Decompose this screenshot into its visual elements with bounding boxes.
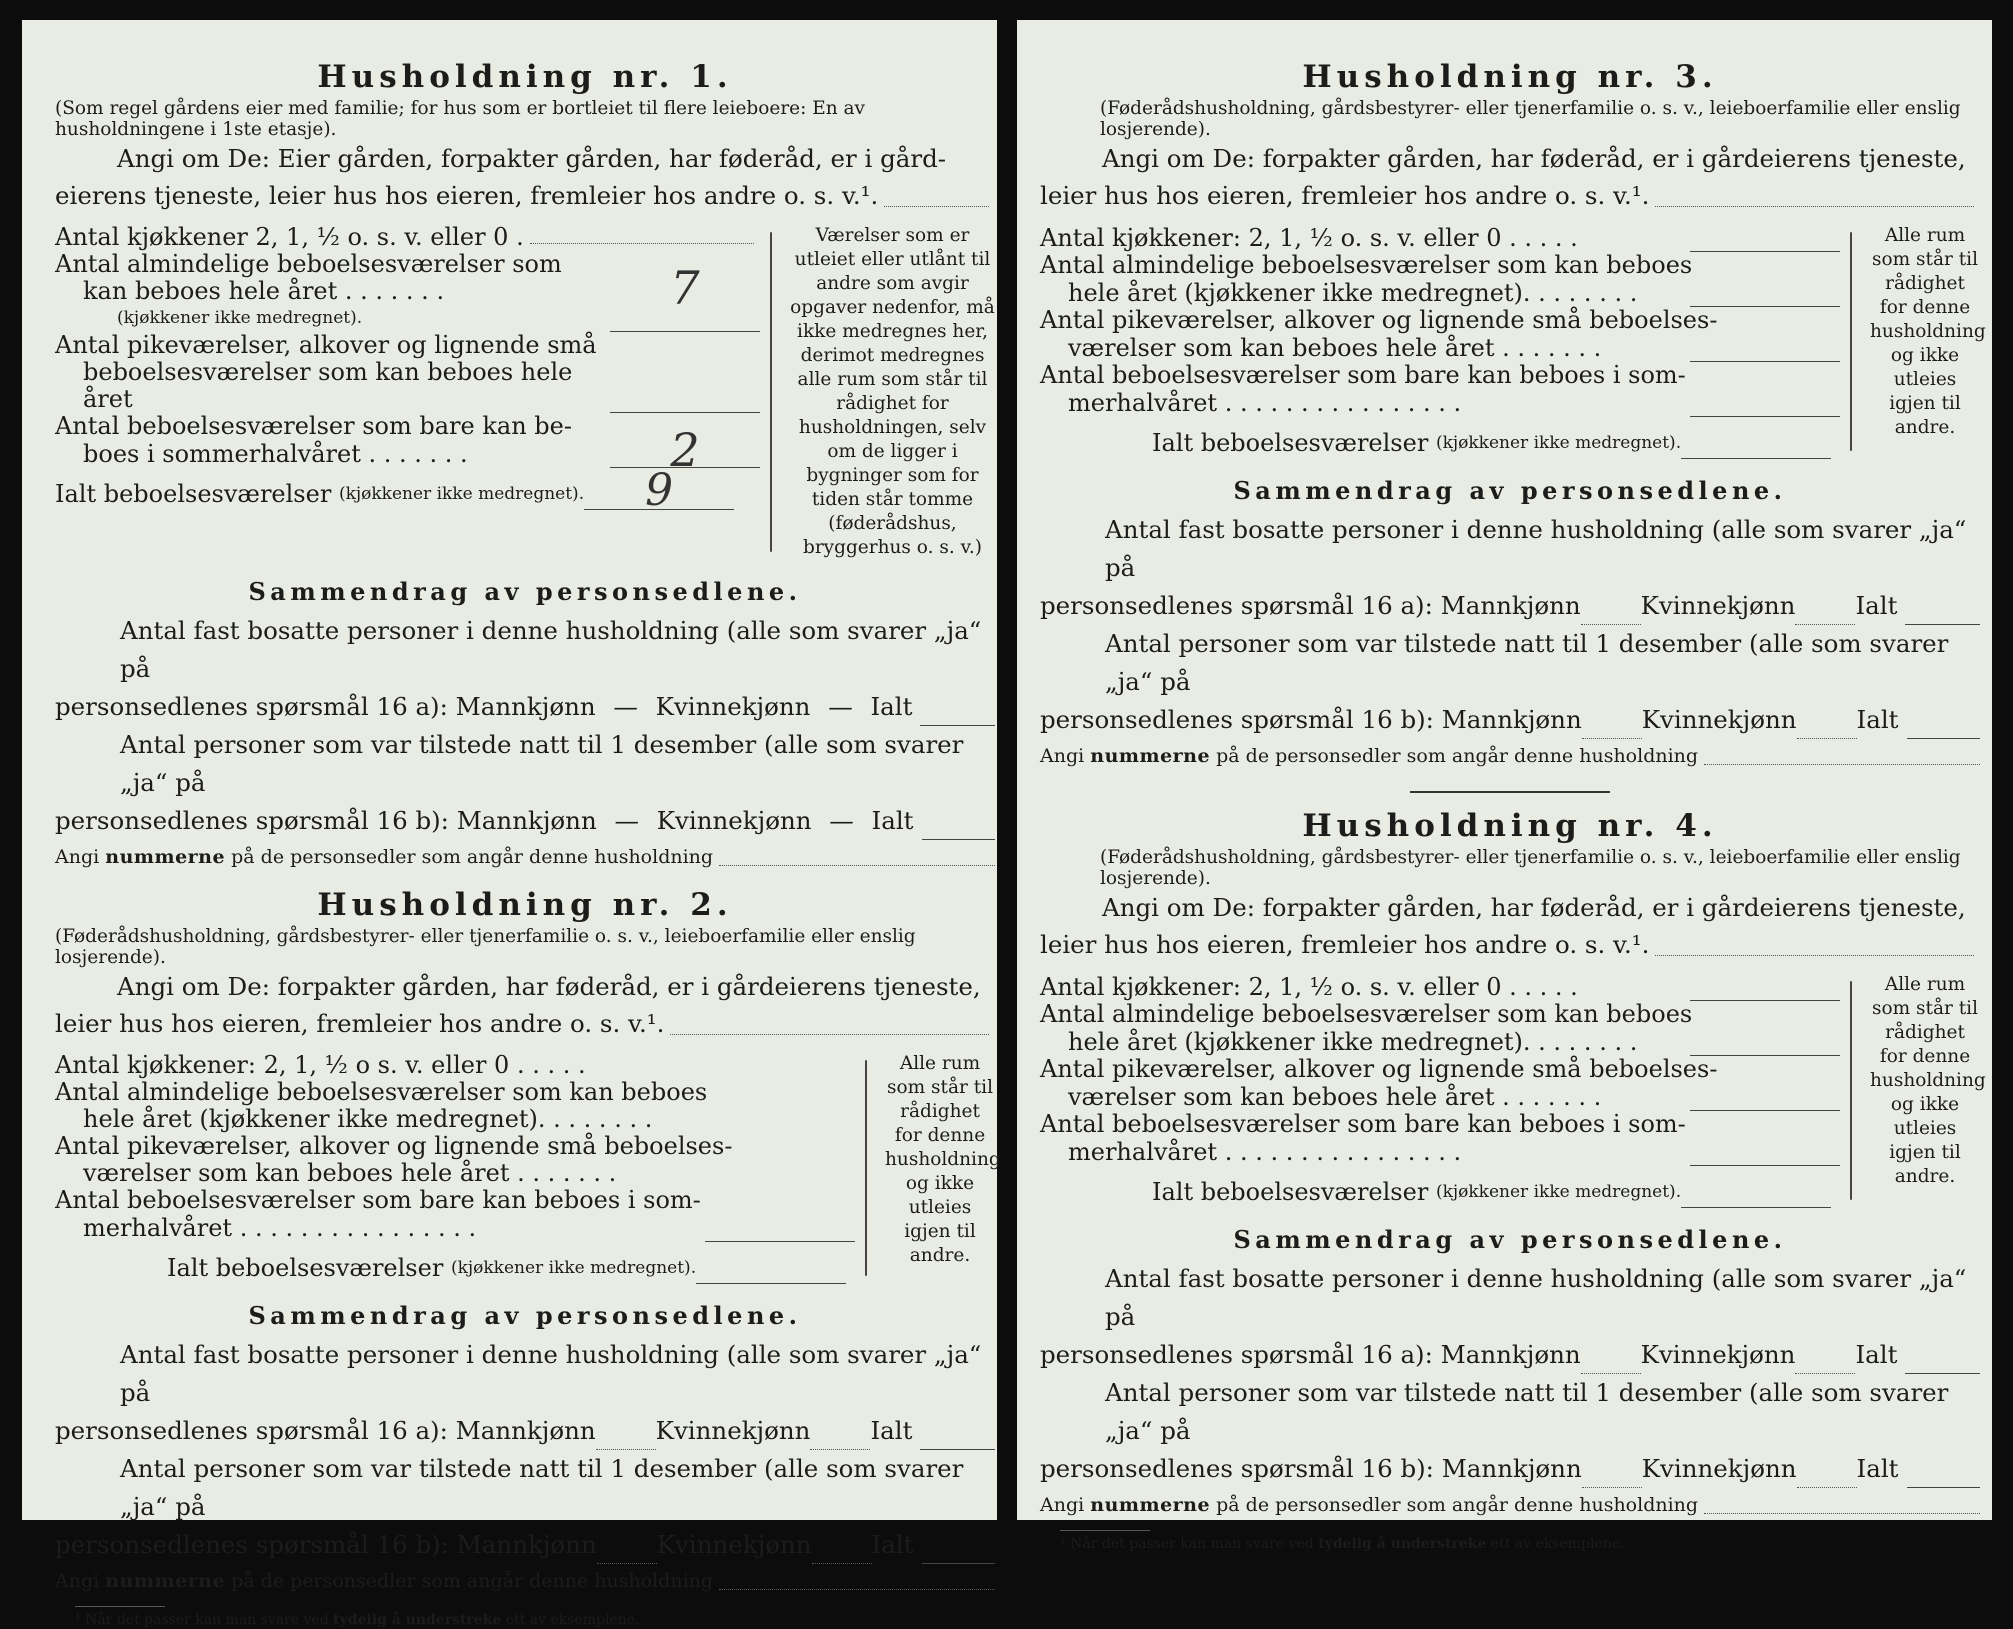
ordinary-rooms-field[interactable] (1690, 279, 1840, 307)
total-rooms-field[interactable] (1681, 1177, 1831, 1208)
female-field[interactable] (810, 1421, 870, 1450)
kitchens-row: Antal kjøkkener: 2, 1, ½ o. s. v. eller 0 . . . . . (1040, 224, 1840, 252)
summer-rooms-value[interactable]: 2 (610, 440, 760, 468)
household-3: Husholdning nr. 3. (Føderådshusholdning, gårdsbestyrer- eller tjenerfamilie o. s. v., leieboerfamilie eller enslig losjerende). Angi om De: forpakter gården, har føderåd, er i gårdeierens tjeneste, leier hus hos eieren, fremleier hos andre o. s. v.¹. Antal kjøkkener: 2, 1, ½ o. s. v. eller 0 . . . . . Antal almindelige beboelsesværelser som kan beboes hele året (kjøkkener ikke medregnet). . . . . . . . Antal pikeværelser, alkover og lignende små beboelses- værelser som kan beboes hele året . . . . . . . Antal beboelsesværelser som bare kan beboes i som- merhalvåret . . . . . . . . . . . . . . . . Ialt beboelsesværelser (kjøkkener ikke medregnet). Alle rum som står til rådighet for denne husholdning og ikke utleies igjen til andre. Sammendrag av personsedlene. Antal fast bosatte personer i denne husholdning (alle som svarer „ja“ på personsedlenes spørsmål 16 a): Mannkjønn Kvinnekjønn Ialt Antal personer som var tilstede natt til 1 desember (alle som svarer „ja“ på personsedlenes spørsmål 16 b): Mannkjønn Kvinnekjønn Ialt Angi nummerne på de personsedler som angår denne husholdning (1040, 56, 1980, 773)
status-answer-line[interactable] (1655, 955, 1974, 956)
rooms-note: Alle rum som står til rådighet for denne husholdning og ikke utleies igjen til andre. (1840, 973, 1980, 1208)
summer-rooms-field[interactable] (1690, 389, 1840, 417)
female-field[interactable] (1797, 1459, 1857, 1488)
kitchens-field[interactable] (530, 243, 754, 244)
summary-title: Sammendrag av personsedlene. (1233, 1225, 1787, 1254)
small-rooms-field[interactable] (1690, 1083, 1840, 1111)
summary-title: Sammendrag av personsedlene. (248, 1301, 802, 1330)
household-4-title: Husholdning nr. 4. (1302, 808, 1718, 844)
household-1-rooms: Antal kjøkkener 2, 1, ½ o. s. v. eller 0 . Antal almindelige beboelsesværelser som kan beboes hele året . . . . . . . 7 (kjøkkener ikke medregnet). Antal pikeværelser, alkover og lignende små beboelsesværelser som kan beboes hele året Antal beboelsesværelser som bare kan be- boes i sommerhalvåret . . . . . . . 2 Ialt beboelsesværelser (kjøkkener ikke medregnet). 9 Værelser som er utleiet eller utlånt til andre som avgir opgaver nedenfor, må ikke medregnes her, derimot medregnes alle rum som står til rådighet for husholdningen, selv om de ligger i bygninger som for tiden står tomme (føderådshus, bryggerhus o. s. v.) (55, 223, 995, 558)
ordinary-rooms-value[interactable]: 7 (670, 261, 700, 315)
slip-numbers-field[interactable] (719, 865, 995, 866)
household-3-rooms: Antal kjøkkener: 2, 1, ½ o. s. v. eller 0 . . . . . Antal almindelige beboelsesværelser som kan beboes hele året (kjøkkener ikke medregnet). . . . . . . . Antal pikeværelser, alkover og lignende små beboelses- værelser som kan beboes hele året . . . . . . . Antal beboelsesværelser som bare kan beboes i som- merhalvåret . . . . . . . . . . . . . . . . Ialt beboelsesværelser (kjøkkener ikke medregnet). Alle rum som står til rådighet for denne husholdning og ikke utleies igjen til andre. (1040, 224, 1986, 457)
small-rooms-row: Antal pikeværelser, alkover og lignende små beboelses- (1040, 306, 1718, 334)
household-4-intro: (Føderådshusholdning, gårdsbestyrer- eller tjenerfamilie o. s. v., leieboerfamilie eller enslig losjerende). (1100, 847, 1961, 889)
total-field[interactable] (922, 811, 996, 840)
female-field[interactable]: — (829, 806, 854, 835)
household-2-rooms: Antal kjøkkener: 2, 1, ½ o s. v. eller 0 . . . . . Antal almindelige beboelsesværelser som kan beboes hele året (kjøkkener ikke medregnet). . . . . . . . Antal pikeværelser, alkover og lignende små beboelses- værelser som kan beboes hele året . . . . . . . Antal beboelsesværelser som bare kan beboes i som- merhalvåret . . . . . . . . . . . . . . . . Ialt beboelsesværelser (kjøkkener ikke medregnet). Alle rum som står til rådighet for denne husholdning og ikke utleies igjen til andre. (55, 1051, 1001, 1282)
household-1-intro: (Som regel gårdens eier med familie; for hus som er bortleiet til flere leieboere: En av husholdningene i 1ste etasje). (55, 98, 866, 140)
male-field[interactable] (1582, 710, 1642, 739)
summer-rooms-field[interactable] (1690, 1138, 1840, 1166)
ordinary-rooms-field[interactable] (1690, 1028, 1840, 1056)
footnote: ¹ Når det passer kan man svare ved tydelig å understreke ett av eksemplene. (1040, 1530, 1980, 1553)
separator-rule (1410, 791, 1610, 793)
household-4: Husholdning nr. 4. (Føderådshusholdning, gårdsbestyrer- eller tjenerfamilie o. s. v., leieboerfamilie eller enslig losjerende). Angi om De: forpakter gården, har føderåd, er i gårdeierens tjeneste, leier hus hos eieren, fremleier hos andre o. s. v.¹. Antal kjøkkener: 2, 1, ½ o. s. v. eller 0 . . . . . Antal almindelige beboelsesværelser som kan beboes hele året (kjøkkener ikke medregnet). . . . . . . . Antal pikeværelser, alkover og lignende små beboelses- værelser som kan beboes hele året . . . . . . . Antal beboelsesværelser som bare kan beboes i som- merhalvåret . . . . . . . . . . . . . . . . Ialt beboelsesværelser (kjøkkener ikke medregnet). Alle rum som står til rådighet for denne husholdning og ikke utleies igjen til andre. Sammendrag av personsedlene. Antal fast bosatte personer i denne husholdning (alle som svarer „ja“ på personsedlenes spørsmål 16 a): Mannkjønn Kvinnekjønn Ialt Antal personer som var tilstede natt til 1 desember (alle som svarer „ja“ på personsedlenes spørsmål 16 b): Mannkjønn Kvinnekjønn Ialt Angi nummerne på de personsedler som angår denne husholdning ¹ Når det passer kan man svare ved tydelig å understreke ett av eksemplene. (1040, 805, 1980, 1553)
ordinary-rooms-row: Antal almindelige beboelsesværelser som kan beboes (1040, 251, 1693, 279)
present-count-row: personsedlenes spørsmål 16 b): Mannkjønn — Kvinnekjønn — Ialt (55, 802, 995, 840)
slip-numbers-field[interactable] (1704, 1513, 1980, 1514)
ordinary-rooms-row: Antal almindelige beboelsesværelser som kan beboes (1040, 1000, 1693, 1028)
status-answer-line[interactable] (670, 1034, 989, 1035)
summer-rooms-row-b: boes i sommerhalvåret . . . . . . . 2 (55, 440, 760, 468)
small-rooms-row: Antal pikeværelser, alkover og lignende små beboelses- (55, 1132, 733, 1160)
male-field[interactable] (1581, 1345, 1641, 1374)
household-1-status-question: Angi om De: Eier gården, forpakter gården, har føderåd, er i gård- eierens tjeneste, leier hus hos eieren, fremleier hos andre o. s. v.¹. (55, 140, 995, 214)
summer-rooms-field[interactable] (705, 1214, 855, 1242)
total-field[interactable] (1905, 1345, 1980, 1374)
household-1-title: Husholdning nr. 1. (317, 59, 733, 95)
rooms-note: Alle rum som står til rådighet for denne husholdning og ikke utleies igjen til andre. (855, 1052, 995, 1284)
slip-numbers-field[interactable] (1704, 764, 1980, 765)
summary-title: Sammendrag av personsedlene. (1233, 476, 1787, 505)
status-answer-line[interactable] (884, 206, 989, 207)
male-field[interactable] (596, 1421, 656, 1450)
total-field[interactable] (920, 697, 995, 726)
total-rooms-row: Ialt beboelsesværelser (kjøkkener ikke medregnet). 9 (55, 478, 760, 510)
left-column (55, 56, 1001, 1629)
small-rooms-row-b: beboelsesværelser som kan beboes hele året (55, 359, 760, 413)
household-3-intro: (Føderådshusholdning, gårdsbestyrer- eller tjenerfamilie o. s. v., leieboerfamilie eller enslig losjerende). (1100, 98, 1961, 140)
female-field[interactable] (1795, 1345, 1855, 1374)
female-field[interactable] (1795, 596, 1855, 625)
small-rooms-field[interactable] (1690, 334, 1840, 362)
household-2-intro: (Føderådshusholdning, gårdsbestyrer- eller tjenerfamilie o. s. v., leieboerfamilie eller enslig losjerende). (55, 926, 916, 968)
kitchens-row: Antal kjøkkener: 2, 1, ½ o. s. v. eller 0 . . . . . (1040, 973, 1840, 1001)
female-field[interactable] (1797, 710, 1857, 739)
total-rooms-row: Ialt beboelsesværelser (kjøkkener ikke medregnet). (1040, 1176, 1840, 1208)
total-field[interactable] (1907, 710, 1981, 739)
household-2: Husholdning nr. 2. (Føderådshusholdning, gårdsbestyrer- eller tjenerfamilie o. s. v., leieboerfamilie eller enslig losjerende). Angi om De: forpakter gården, har føderåd, er i gårdeierens tjeneste, leier hus hos eieren, fremleier hos andre o. s. v.¹. Antal kjøkkener: 2, 1, ½ o s. v. eller 0 . . . . . Antal almindelige beboelsesværelser som kan beboes hele året (kjøkkener ikke medregnet). . . . . . . . Antal pikeværelser, alkover og lignende små beboelses- værelser som kan beboes hele året . . . . . . . Antal beboelsesværelser som bare kan beboes i som- merhalvåret . . . . . . . . . . . . . . . . Ialt beboelsesværelser (kjøkkener ikke medregnet). Alle rum som står til rådighet for denne husholdning og ikke utleies igjen til andre. Sammendrag av personsedlene. Antal fast bosatte personer i denne husholdning (alle som svarer „ja“ på personsedlenes spørsmål 16 a): Mannkjønn Kvinnekjønn Ialt Antal personer som var tilstede natt til 1 desember (alle som svarer „ja“ på personsedlenes spørsmål 16 b): Mannkjønn Kvinnekjønn Ialt Angi nummerne på de personsedler som angår denne husholdning ¹ Når det passer kan man svare ved tydelig å understreke ett av eksemplene. (55, 884, 995, 1629)
slip-numbers-field[interactable] (719, 1589, 995, 1590)
total-rooms-value[interactable]: 9 (584, 479, 734, 510)
right-column (1040, 56, 1986, 1553)
total-rooms-row: Ialt beboelsesværelser (kjøkkener ikke medregnet). (55, 1252, 855, 1284)
kitchens-field[interactable] (1690, 973, 1840, 1001)
resident-count-row: personsedlenes spørsmål 16 a): Mannkjønn — Kvinnekjønn — Ialt (55, 688, 995, 726)
male-field[interactable] (1582, 1459, 1642, 1488)
total-field[interactable] (920, 1421, 995, 1450)
ordinary-rooms-row: Antal almindelige beboelsesværelser som kan beboes (55, 1078, 708, 1106)
status-answer-line[interactable] (1655, 206, 1974, 207)
rooms-note: Alle rum som står til rådighet for denne husholdning og ikke utleies igjen til andre. (1840, 224, 1980, 459)
kitchens-row: Antal kjøkkener: 2, 1, ½ o s. v. eller 0 . . . . . (55, 1051, 586, 1079)
total-rooms-row: Ialt beboelsesværelser (kjøkkener ikke medregnet). (1040, 427, 1840, 459)
household-2-title: Husholdning nr. 2. (317, 887, 733, 923)
summer-rooms-row: Antal beboelsesværelser som bare kan beboes i som- (1040, 1110, 1686, 1138)
male-field[interactable]: — (614, 806, 639, 835)
slip-numbers-row: Angi nummerne på de personsedler som angår denne husholdning (55, 840, 995, 874)
male-field[interactable]: — (613, 692, 638, 721)
household-4-rooms: Antal kjøkkener: 2, 1, ½ o. s. v. eller 0 . . . . . Antal almindelige beboelsesværelser som kan beboes hele året (kjøkkener ikke medregnet). . . . . . . . Antal pikeværelser, alkover og lignende små beboelses- værelser som kan beboes hele året . . . . . . . Antal beboelsesværelser som bare kan beboes i som- merhalvåret . . . . . . . . . . . . . . . . Ialt beboelsesværelser (kjøkkener ikke medregnet). Alle rum som står til rådighet for denne husholdning og ikke utleies igjen til andre. (1040, 973, 1986, 1206)
kitchens-field[interactable] (1690, 224, 1840, 252)
small-rooms-row: Antal pikeværelser, alkover og lignende små beboelses- (1040, 1055, 1718, 1083)
household-3-title: Husholdning nr. 3. (1302, 59, 1718, 95)
ordinary-rooms-row-b: kan beboes hele året . . . . . . . 7 (55, 278, 760, 305)
total-field[interactable] (1907, 1459, 1981, 1488)
summer-rooms-row: Antal beboelsesværelser som bare kan be- (55, 412, 572, 440)
total-field[interactable] (922, 1535, 996, 1564)
summary-title: Sammendrag av personsedlene. (248, 577, 802, 606)
small-rooms-field[interactable] (610, 385, 760, 413)
total-rooms-field[interactable] (1681, 428, 1831, 459)
ordinary-rooms-row: Antal almindelige beboelsesværelser som (55, 250, 562, 278)
footnote: ¹ Når det passer kan man svare ved tydelig å understreke ett av eksemplene. (55, 1606, 995, 1629)
kitchens-row: Antal kjøkkener 2, 1, ½ o. s. v. eller 0 . (55, 224, 760, 251)
male-field[interactable] (597, 1535, 657, 1564)
household-1: Husholdning nr. 1. (Som regel gårdens eier med familie; for hus som er bortleiet til flere leieboere: En av husholdningene i 1ste etasje). Angi om De: Eier gården, forpakter gården, har føderåd, er i gård- eierens tjeneste, leier hus hos eieren, fremleier hos andre o. s. v.¹. Antal kjøkkener 2, 1, ½ o. s. v. eller 0 . Antal almindelige beboelsesværelser som kan beboes hele året . . . . . . . 7 (kjøkkener ikke medregnet). Antal pikeværelser, alkover og lignende små beboelsesværelser som kan beboes hele året Antal beboelsesværelser som bare kan be- boes i sommerhalvåret . . . . . . . 2 Ialt beboelsesværelser (kjøkkener ikke medregnet). 9 Værelser som er utleiet eller utlånt til andre som avgir opgaver nedenfor, må ikke medregnes her, derimot medregnes alle rum som står til rådighet for husholdningen, selv om de ligger i bygninger som for tiden står tomme (føderådshus, bryggerhus o. s. v.) Sammendrag av personsedlene. Antal fast bosatte personer i denne husholdning (alle som svarer „ja“ på personsedlenes spørsmål 16 a): Mannkjønn — Kvinnekjønn — Ialt Antal personer som var tilstede natt til 1 desember (alle som svarer „ja“ på personsedlenes spørsmål 16 b): Mannkjønn — Kvinnekjønn — Ialt Angi nummerne på de personsedler som angår denne husholdning (55, 56, 995, 874)
female-field[interactable]: — (828, 692, 853, 721)
total-field[interactable] (1905, 596, 1980, 625)
summer-rooms-row: Antal beboelsesværelser som bare kan beboes i som- (55, 1186, 701, 1214)
total-rooms-field[interactable] (696, 1253, 846, 1284)
small-rooms-row: Antal pikeværelser, alkover og lignende små (55, 331, 597, 359)
female-field[interactable] (812, 1535, 872, 1564)
male-field[interactable] (1581, 596, 1641, 625)
rooms-note: Værelser som er utleiet eller utlånt til andre som avgir opgaver nedenfor, må ikke medregnes her, derimot medregnes alle rum som står til rådighet for husholdningen, selv om de ligger i bygninger som for tiden står tomme (føderådshus, bryggerhus o. s. v.) (760, 224, 995, 560)
summer-rooms-row: Antal beboelsesværelser som bare kan beboes i som- (1040, 361, 1686, 389)
